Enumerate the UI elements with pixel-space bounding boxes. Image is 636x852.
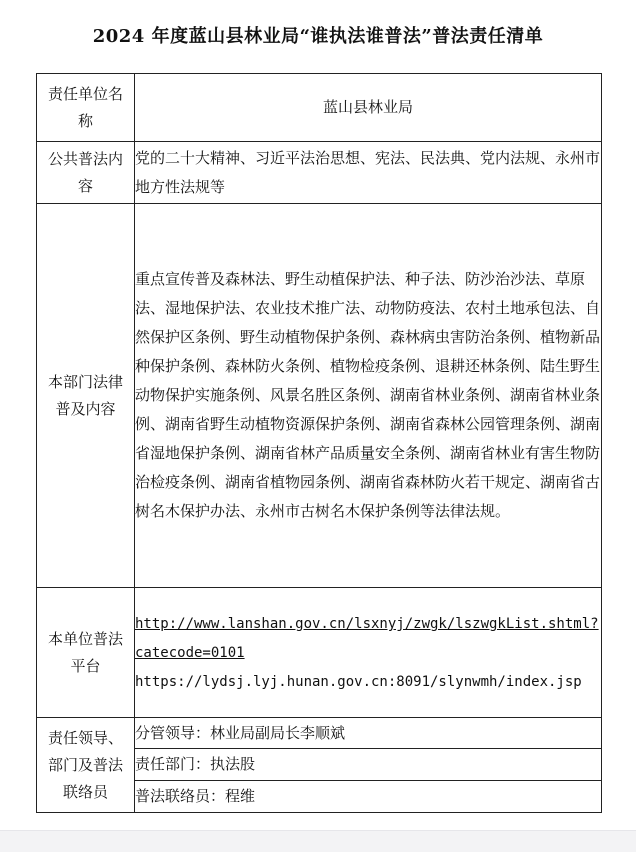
dept-value: 重点宣传普及森林法、野生动植保护法、种子法、防沙治沙法、草原法、湿地保护法、农业技术推广法、动物防疫法、农村土地承包法、自然保护区条例、野生动植物保护条例、森林病虫害防治条例、植物新品种保护条例、森林防火条例、植物检疫条例、退耕还林条例、陆生野生动物保护实施条例、风景名胜区条例、湖南省林业条例、湖南省林业条例、湖南省野生动植物资源保护条例、湖南省森林公园管理条例、湖南省湿地保护条例、湖南省林产品质量安全条例、湖南省林业有害生物防治检疫条例、湖南省植物园条例、湖南省森林防火若干规定、湖南省古树名木保护办法、永州市古树名木保护条例等法律法规。 [135, 204, 602, 588]
unit-value: 蓝山县林业局 [135, 74, 602, 142]
responsible-label-cell [37, 718, 135, 813]
platform-link-2[interactable]: https://lydsj.lyj.hunan.gov.cn:8091/slynwmh/index.jsp [135, 674, 582, 690]
public-value: 党的二十大精神、习近平法治思想、宪法、民法典、党内法规、永州市地方性法规等 [135, 142, 602, 204]
dept-label-cell [37, 204, 135, 588]
public-label: 公共普法内容 [47, 149, 123, 195]
table-row-leader [37, 718, 602, 749]
table-row-unit [37, 74, 602, 142]
platform-label-cell [37, 588, 135, 718]
dept-label: 本部门法律普及内容 [47, 372, 123, 418]
platform-label: 本单位普法平台 [47, 629, 123, 675]
public-label-cell [37, 142, 135, 204]
platform-links [135, 604, 601, 701]
table-row-platform [37, 588, 602, 718]
leader-value: 分管领导：林业局副局长李顺斌 [135, 718, 602, 749]
table-row-dept [37, 204, 602, 588]
table-row-public [37, 142, 602, 204]
page-title: 2024 年度蓝山县林业局“谁执法谁普法”普法责任清单 [92, 26, 544, 47]
unit-label-cell [37, 74, 135, 142]
responsibility-table [36, 73, 602, 813]
platform-links-cell [135, 588, 602, 718]
department-value: 责任部门：执法股 [135, 749, 602, 781]
unit-label: 责任单位名称 [47, 84, 123, 130]
liaison-value: 普法联络员：程维 [135, 781, 602, 813]
responsible-label: 责任领导、部门及普法联络员 [47, 728, 123, 801]
platform-link-1[interactable]: http://www.lanshan.gov.cn/lsxnyj/zwgk/lszwgkList.shtml?catecode=0101 [135, 616, 599, 661]
page-bottom-strip [0, 830, 636, 852]
